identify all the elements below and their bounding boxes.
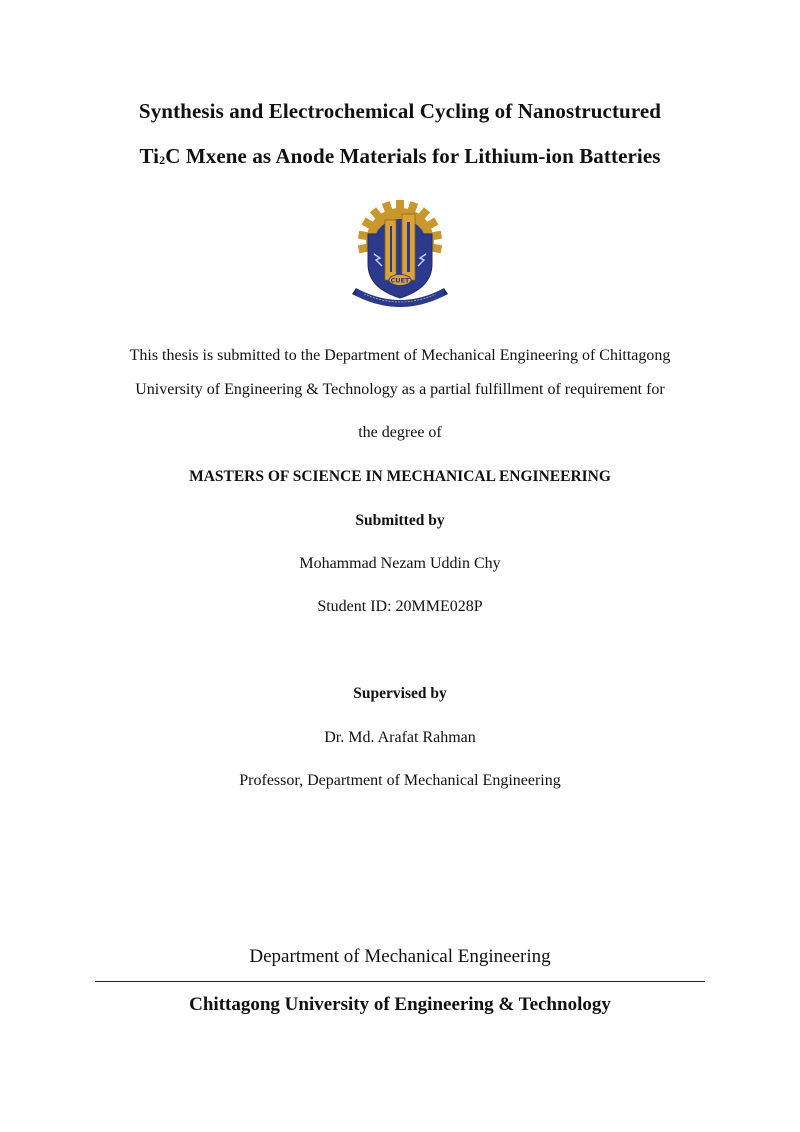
supervisor-position: Professor, Department of Mechanical Engineering <box>239 772 561 789</box>
thesis-title-line-1 <box>0 99 800 124</box>
cuet-emblem-icon <box>352 196 448 312</box>
student-name: Mohammad Nezam Uddin Chy <box>299 555 501 572</box>
footer-university: Chittagong University of Engineering & Technology <box>189 994 611 1015</box>
submission-line-2: University of Engineering & Technology as a partial fulfillment of requirement for <box>135 381 665 398</box>
submitted-by-heading: Submitted by <box>355 512 445 529</box>
degree-name: MASTERS OF SCIENCE IN MECHANICAL ENGINEERING <box>189 468 611 485</box>
thesis-title-line-2 <box>0 144 800 169</box>
footer-divider <box>95 981 705 982</box>
title-line-2-prefix: Ti <box>139 144 160 168</box>
footer-department: Department of Mechanical Engineering <box>249 946 551 967</box>
supervised-by-heading: Supervised by <box>353 685 447 702</box>
student-id: Student ID: 20MME028P <box>317 598 483 615</box>
supervisor-name: Dr. Md. Arafat Rahman <box>324 729 476 746</box>
title-line-2-suffix: C Mxene as Anode Materials for Lithium-ion Batteries <box>165 144 661 168</box>
submission-line-3: the degree of <box>358 424 442 441</box>
title-line-1-text: Synthesis and Electrochemical Cycling of Nanostructured <box>138 99 662 123</box>
logo-text: CUET <box>390 276 410 285</box>
title-subscript: 2 <box>159 153 166 167</box>
submission-line-1: This thesis is submitted to the Department of Mechanical Engineering of Chittagong <box>129 347 671 364</box>
